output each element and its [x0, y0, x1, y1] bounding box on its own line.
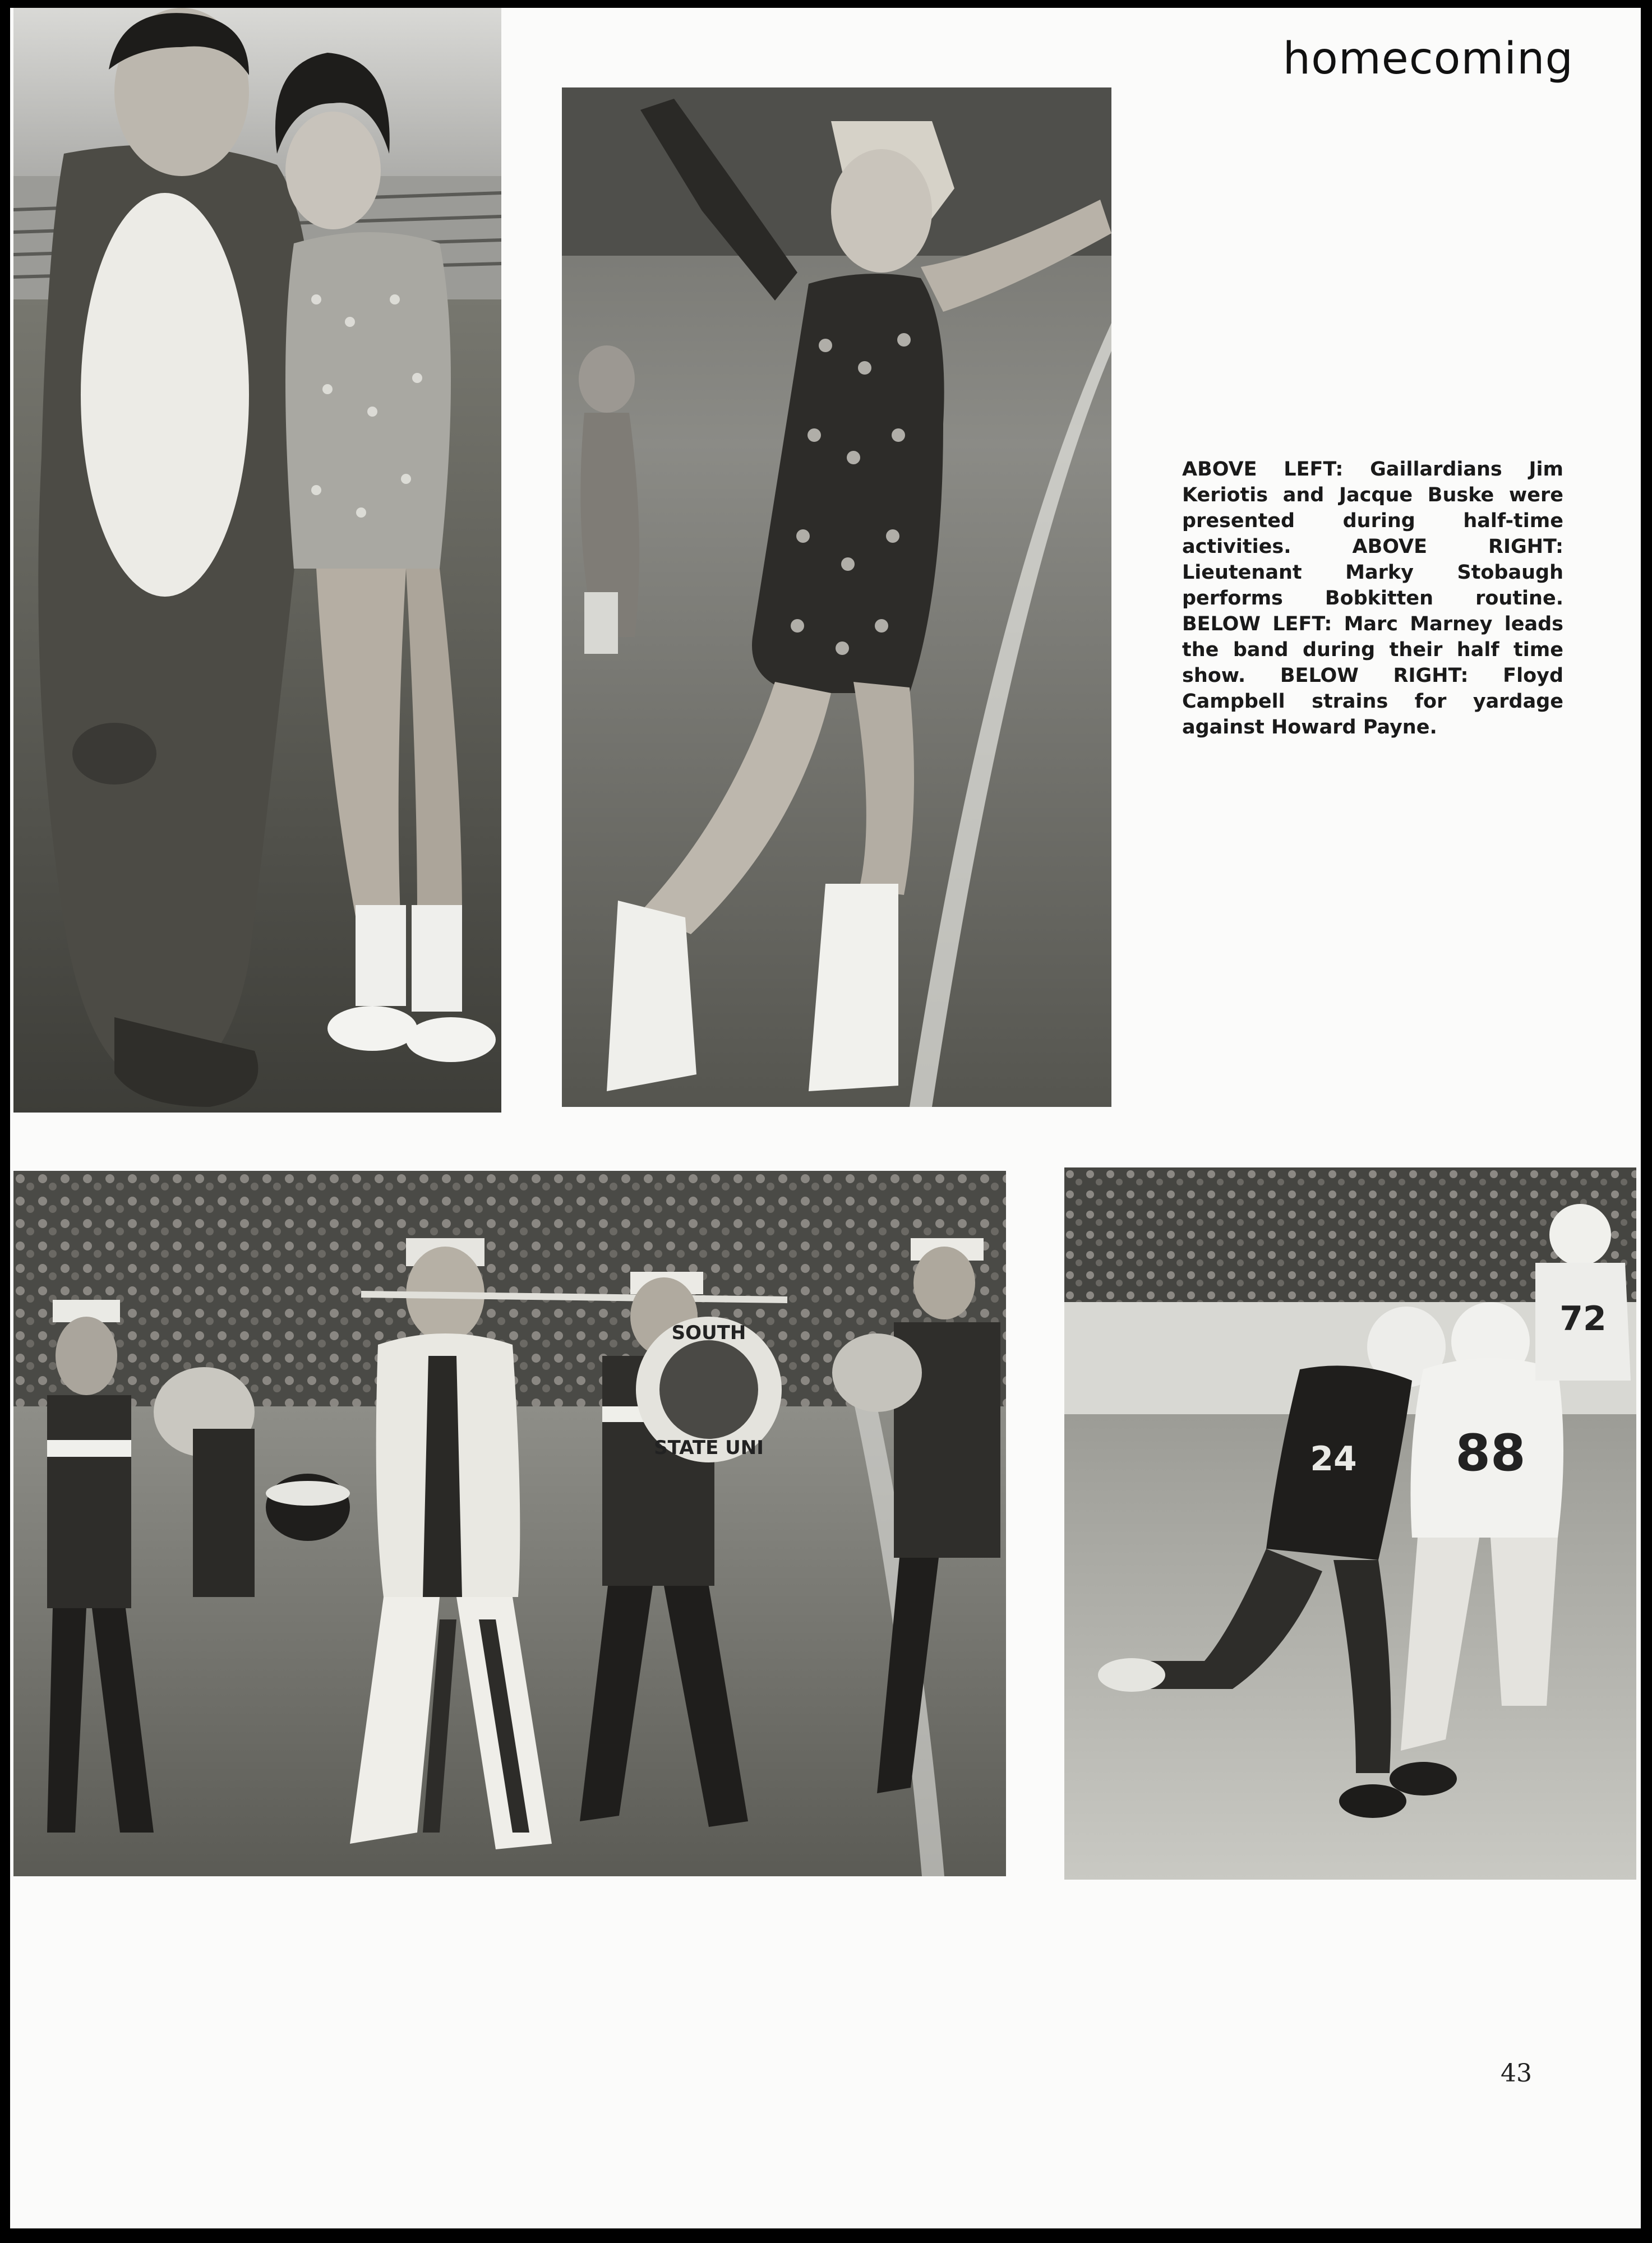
page-number: 43 [1501, 2059, 1532, 2088]
photo-below-left [13, 1171, 1006, 1876]
photo-caption: ABOVE LEFT: Gaillardians Jim Keriotis and Jacque Buske were presented during half-time activities. ABOVE RIGHT: Lieutenant Marky Stobaugh performs Bobkitten routine. BELOW LEFT: Marc Marney leads the band during their half time show. BELOW RIGHT: Floyd Campbell strains for yardage against Howard Payne. [1182, 458, 1563, 739]
jersey-number-background: 72 [1559, 1299, 1607, 1339]
photo-above-left [13, 8, 501, 1113]
drum-banner-bottom-text: STATE UNI [654, 1437, 764, 1459]
drum-banner-top-text: SOUTH [671, 1322, 746, 1344]
photo-above-right-image [562, 87, 1111, 1107]
photo-below-right [1064, 1167, 1636, 1880]
section-title: homecoming [1282, 34, 1573, 84]
yearbook-page [10, 8, 1641, 2228]
photo-below-left-image [13, 1171, 1006, 1876]
photo-above-left-image [13, 8, 501, 1113]
photo-below-right-image [1064, 1167, 1636, 1880]
photo-above-right [562, 87, 1111, 1107]
jersey-number-dark: 24 [1310, 1439, 1357, 1479]
jersey-number-white: 88 [1455, 1424, 1526, 1483]
